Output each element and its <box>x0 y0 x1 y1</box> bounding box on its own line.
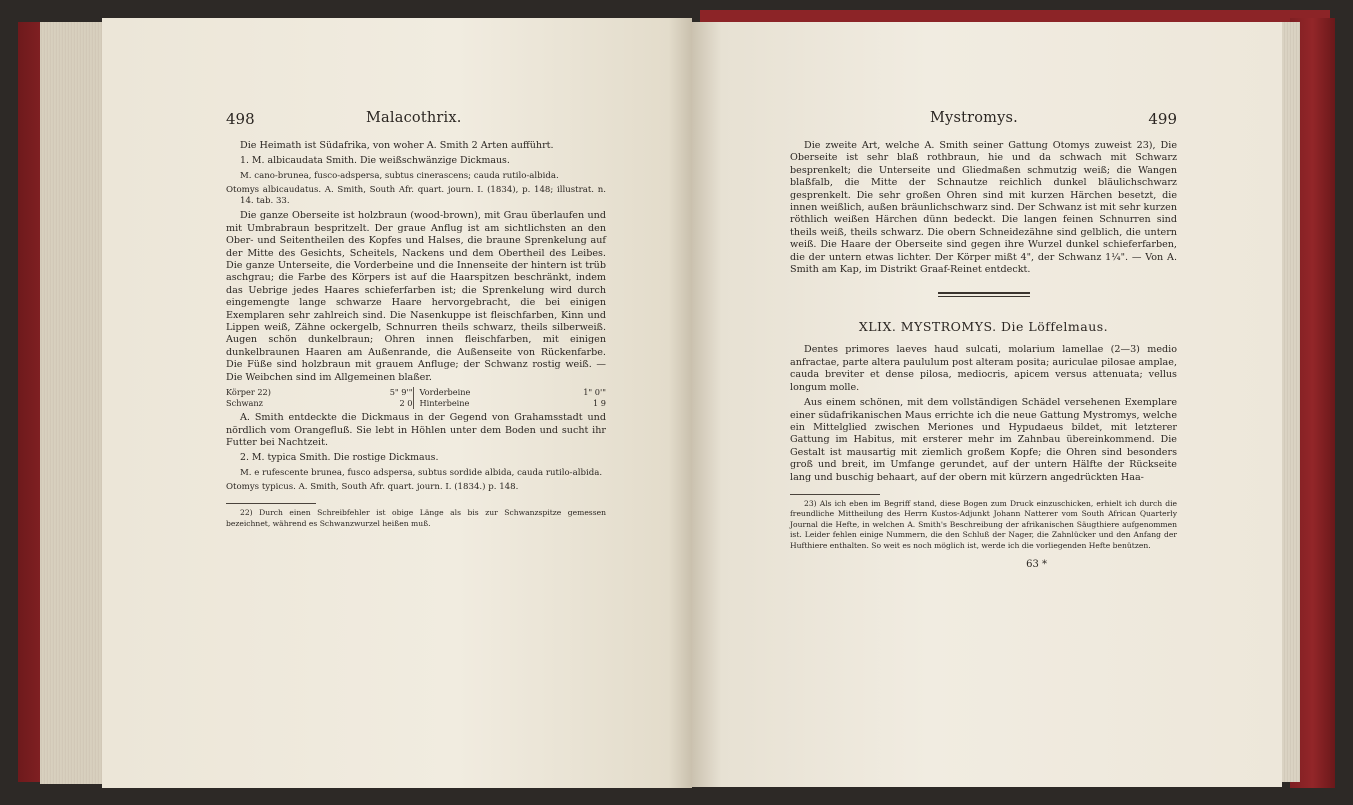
footnote-rule <box>226 503 316 504</box>
body-paragraph: Aus einem schönen, mit dem vollständigen Schädel versehenen Exemplare einer südafrikanischen Maus errichte ich die neue Gattung Mystromys, welche ein Mittelglied zwischen Meriones und Hypudaeus bildet, mit letzterer Gattung im Habitus, mit ersterer mehr im Zahnbau übereinkommend. Die Gestalt ist mausartig mit ziemlich großem Kopfe; die Ohren sind besonders groß und breit, im Umfange gerundet, auf der untern Hälfte der Rückseite lang und buschig behaart, auf der obern mit kürzern angedrückten Haa- <box>790 397 1177 483</box>
measurement-value: 1 9 <box>592 398 606 409</box>
section-title: XLIX. MYSTROMYS. Die Löffelmaus. <box>858 319 1109 335</box>
measurements-column <box>413 387 607 409</box>
page-number: 498 <box>226 110 255 128</box>
species-habitat: A. Smith entdeckte die Dickmaus in der Gegend von Grahamsstadt und nördlich vom Orangefluß. Sie lebt in Höhlen unter dem Boden und sucht ihr Futter bei Nachtzeit. <box>226 412 606 448</box>
intro-paragraph: Die Heimath ist Südafrika, von woher A. Smith 2 Arten aufführt. <box>240 140 554 151</box>
footnote-rule <box>790 494 880 495</box>
left-page-header <box>226 110 606 132</box>
genus-diagnosis: Dentes primores laeves haud sulcati, molarium lamellae (2—3) medio anfractae, parte altera paululum post alteram posita; auriculae pilosae amplae, cauda breviter et dense pilosa, mediocris, apicem versus attenuata; vellus longum molle. <box>790 344 1177 393</box>
footnote: 23) Als ich eben im Begriff stand, diese Bogen zum Druck einzuschicken, erhielt ich durch die freundliche Mittheilung des Herrn Kustos-Adjunkt Johann Natterer vom South African Quarterly Journal die Hefte, in welchen A. Smith's Beschreibung der afrikanischen Säugthiere aufgenommen ist. Leider fehlen einige Nummern, die den Schluß der Nager, die Zahnlücker und den Anfang der Hufthiere enthalten. So weit es noch möglich ist, werde ich die vorliegenden Hefte benützen. <box>790 498 1177 550</box>
species-description: Die ganze Oberseite ist holzbraun (wood-brown), mit Grau überlaufen und mit Umbrabraun bespritzelt. Der graue Anflug ist am sichtlichsten an den Ober- und Seitentheilen des Kopfes und Halses, die braune Sprenkelung auf der Mitte des Gesichts, Scheitels, Nackens und dem Obertheil des Leibes. Die ganze Unterseite, die Vorderbeine und die Innenseite der hintern ist trüb aschgrau; die Farbe des Körpers ist auf die Haarspitzen beschränkt, indem das Uebrige jedes Haares schieferfarben ist; die Sprenkelung wird durch eingemengte lange schwarze Haare hervorgebracht, die bei einigen Exemplaren sehr zahlreich sind. Die Nasenkuppe ist fleischfarben, Kinn und Lippen weiß, Zähne ockergelb, Schnurren theils schwarz, theils silberweiß. Augen schön dunkelbraun; Ohren innen fleischfarben, mit einigen dunkelbraunen Haaren am Außenrande, die Außenseite von Rückenfarbe. Die Füße sind holzbraun mit grauem Anfluge; der Schwanz rostig weiß. — Die Weibchen sind im Allgemeinen blaßer. <box>226 210 606 383</box>
species-reference: Otomys albicaudatus. A. Smith, South Afr. quart. journ. I. (1834), p. 148; illustrat. n. 14. tab. 33. <box>226 185 606 207</box>
right-page-header <box>790 110 1177 132</box>
species-heading: 1. M. albicaudata Smith. Die weißschwänzige Dickmaus. <box>240 155 510 167</box>
footnote: 22) Durch einen Schreibfehler ist obige Länge als bis zur Schwanzspitze gemessen bezeichnet, während es Schwanzwurzel heißen muß. <box>226 508 606 528</box>
measurements-column <box>226 387 413 409</box>
species-reference: Otomys typicus. A. Smith, South Afr. quart. journ. I. (1834.) p. 148. <box>226 481 519 492</box>
species-diagnosis: M. cano-brunea, fusco-adspersa, subtus cinerascens; cauda rutilo-albida. <box>240 170 559 181</box>
measurement-row <box>226 398 413 409</box>
page-edges-left <box>40 22 106 784</box>
measurement-value: 5" 9'" <box>389 387 413 398</box>
measurement-row <box>420 398 607 409</box>
measurement-label: Hinterbeine <box>419 398 470 409</box>
measurement-value: 1" 0'" <box>583 387 606 398</box>
left-page-text <box>226 110 606 532</box>
measurement-label: Schwanz <box>226 398 263 409</box>
measurement-row <box>420 387 607 398</box>
measurement-row <box>226 387 413 398</box>
body-paragraph: Die zweite Art, welche A. Smith seiner Gattung Otomys zuweist 23), Die Oberseite ist sehr blaß rothbraun, hie und da schwach mit Schwarz besprenkelt; die Unterseite und Gliedmaßen schmutzig weiß; die Wangen blaßfalb, die Mitte der Schnautze reichlich dunkel bläulichschwarz gesprenkelt. Die sehr großen Ohren sind mit kurzen Härchen besetzt, die innen weißlich, außen bräunlichschwarz sind. Der Schwanz ist mit sehr kurzen röthlich weißen Härchen dünn bedeckt. Die langen feinen Schnurren sind theils weiß, theils schwarz. Die obern Schneidezähne sind gelblich, die untern weiß. Die Haare der Oberseite sind gegen ihre Wurzel dunkel schieferfarben, die der untern etwas lichter. Der Körper mißt 4", der Schwanz 1¼". — Von A. Smith am Kap, im Distrikt Graaf-Reinet entdeckt. <box>790 140 1177 276</box>
species-diagnosis: M. e rufescente brunea, fusco adspersa, subtus sordide albida, cauda rutilo-albida. <box>240 467 603 478</box>
species-heading: 2. M. typica Smith. Die rostige Dickmaus. <box>240 452 439 464</box>
measurements-table <box>226 387 606 409</box>
measurement-label: Körper 22) <box>226 387 271 398</box>
section-divider <box>938 292 1030 297</box>
signature-mark: 63 * <box>1026 558 1047 570</box>
right-page-text <box>790 110 1177 570</box>
measurement-value: 2 0 <box>399 398 413 409</box>
page-edges-right <box>1280 22 1300 782</box>
measurement-label: Vorderbeine <box>419 387 471 398</box>
running-head: Mystromys. <box>930 110 1018 126</box>
page-number: 499 <box>1148 110 1177 128</box>
running-head: Malacothrix. <box>366 110 462 126</box>
